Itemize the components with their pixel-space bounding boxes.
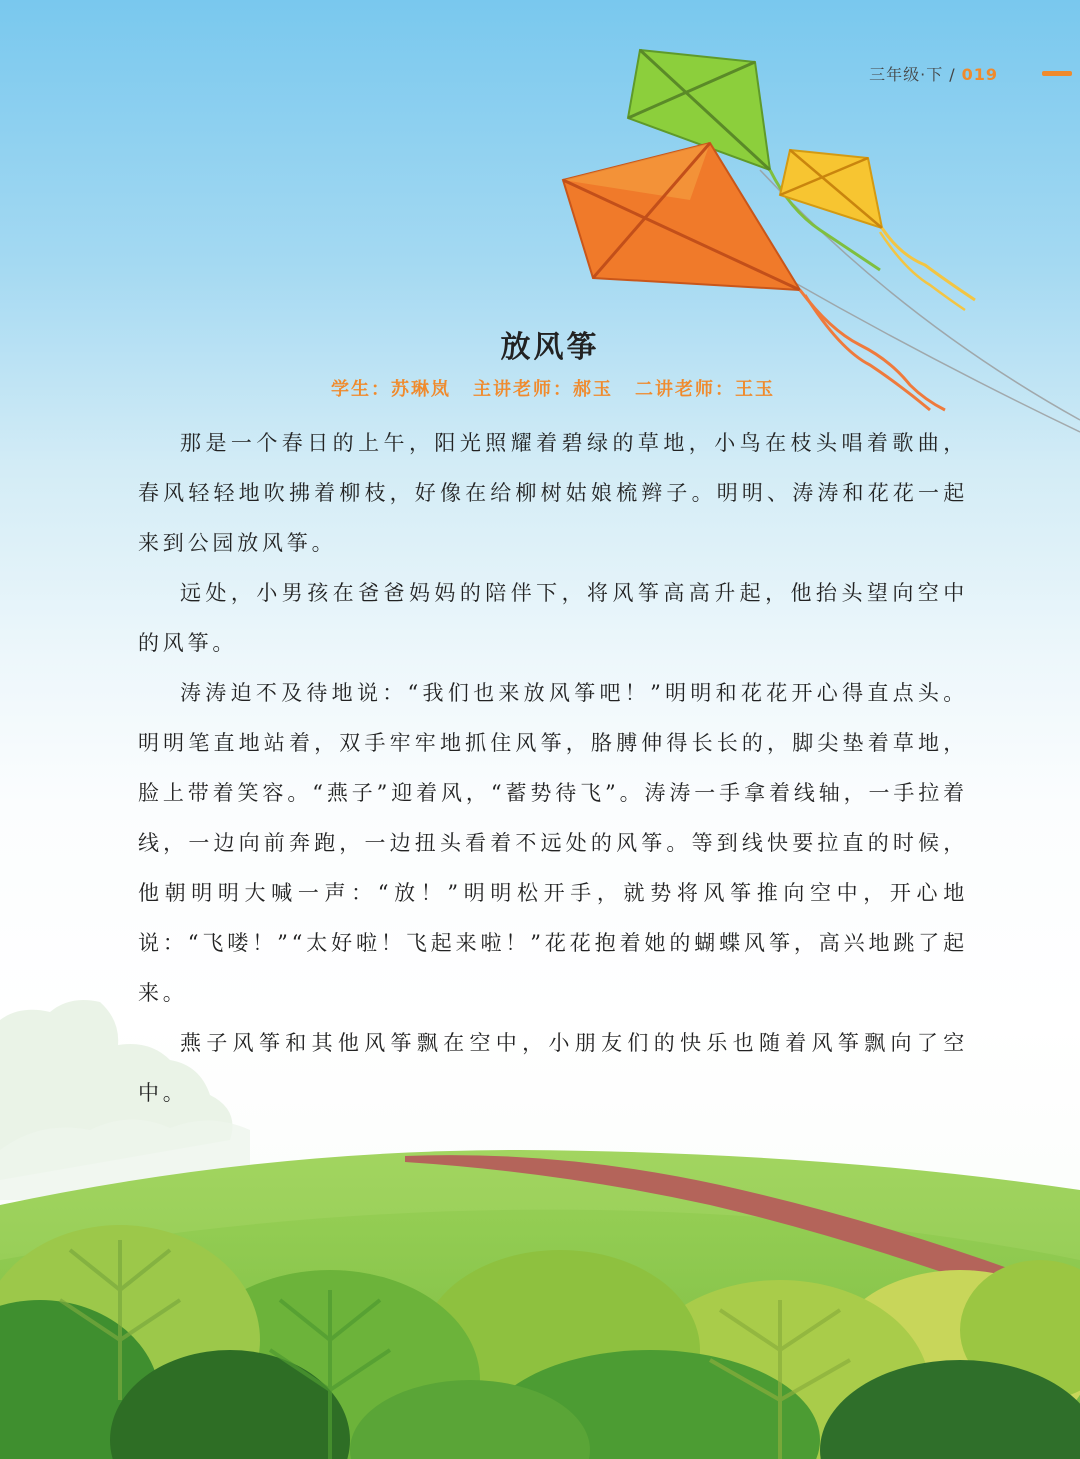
header-separator: / xyxy=(949,65,956,84)
grade-label: 三年级·下 xyxy=(869,65,944,84)
article-credits xyxy=(0,375,1080,401)
paragraph-3: 涛涛迫不及待地说：“我们也来放风筝吧！”明明和花花开心得直点头。明明笔直地站着，双手牢牢地抓住风筝，胳膊伸得长长的，脚尖垫着草地，脸上带着笑容。“燕子”迎着风，“蓄势待飞”。涛涛一手拿着线轴，一手拉着线，一边向前奔跑，一边扭头看着不远处的风筝。等到线快要拉直的时候，他朝明明大喊一声：“放！”明明松开手，就势将风筝推向空中，开心地说：“飞喽！”“太好啦！飞起来啦！”花花抱着她的蝴蝶风筝，高兴地跳了起来。 xyxy=(138,681,968,1005)
credit-main-teacher: 主讲老师：郝玉 xyxy=(473,379,613,400)
credit-student: 学生：苏琳岚 xyxy=(331,379,451,400)
paragraph-2: 远处，小男孩在爸爸妈妈的陪伴下，将风筝高高升起，他抬头望向空中的风筝。 xyxy=(138,581,968,655)
paragraph-4: 燕子风筝和其他风筝飘在空中，小朋友们的快乐也随着风筝飘向了空中。 xyxy=(138,1031,968,1105)
page-header xyxy=(869,62,998,85)
article-title: 放风筝 xyxy=(500,330,600,365)
paragraph-1: 那是一个春日的上午，阳光照耀着碧绿的草地，小鸟在枝头唱着歌曲，春风轻轻地吹拂着柳枝，好像在给柳树姑娘梳辫子。明明、涛涛和花花一起来到公园放风筝。 xyxy=(138,431,968,555)
header-accent-bar xyxy=(1042,71,1072,76)
article-body xyxy=(138,418,968,1118)
page-number: 019 xyxy=(961,65,998,84)
credit-second-teacher: 二讲老师：王玉 xyxy=(635,379,775,400)
orange-kite xyxy=(563,143,945,410)
yellow-kite xyxy=(780,150,975,310)
